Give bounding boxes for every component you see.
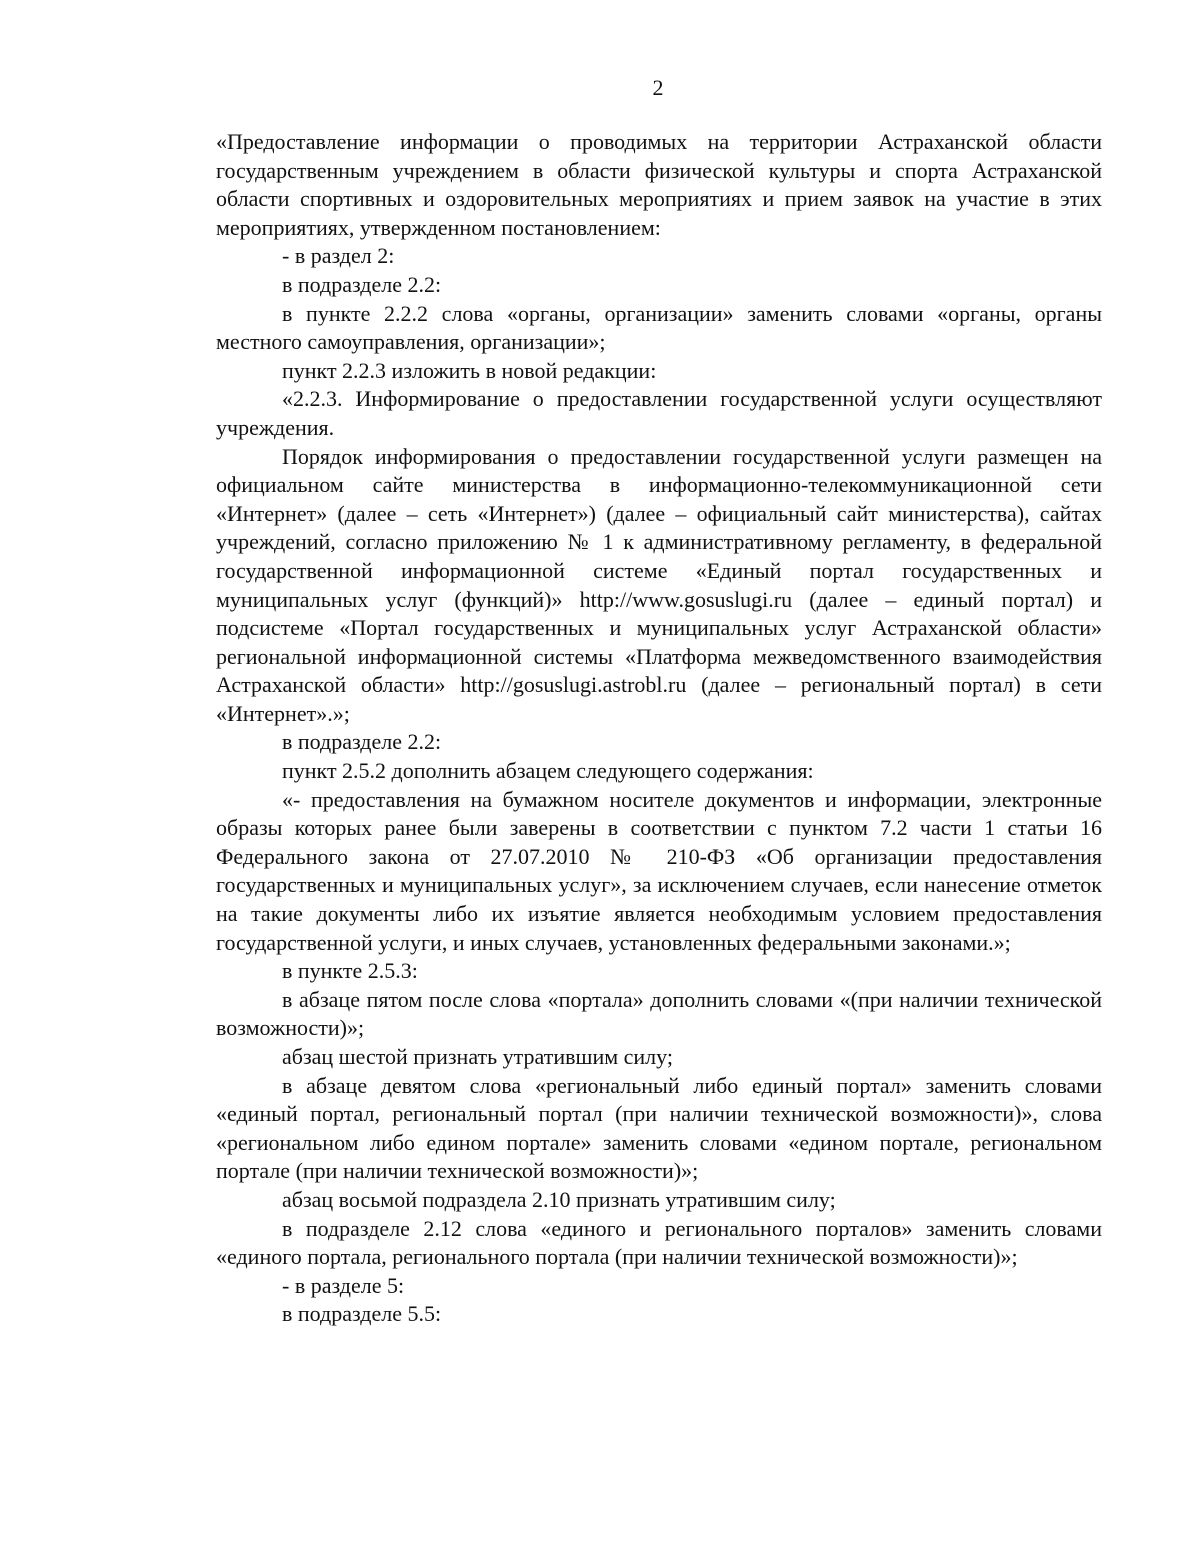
paragraph: в подразделе 2.2:	[282, 729, 442, 755]
document-body	[216, 128, 1102, 1329]
paragraph: - в раздел 2:	[282, 243, 395, 269]
paragraph: пункт 2.5.2 дополнить абзацем следующего содержания:	[282, 758, 814, 784]
paragraph: в подразделе 2.12 слова «единого и регионального порталов» заменить словами «единого портала, регионального портала (при наличии технической возможности)»;	[216, 1215, 1102, 1270]
paragraph: «- предоставления на бумажном носителе документов и информации, электронные образы которых ранее были заверены в соответствии с пунктом 7.2 части 1 статьи 16 Федерального закона от 27.07.2010 № 210-ФЗ «Об организации предоставления государственных и муниципальных услуг», за исключением случаев, если нанесение отметок на такие документы либо их изъятие является необходимым условием предоставления государственной услуги, и иных случаев, установленных федеральными законами.»;	[216, 786, 1102, 955]
paragraph: в пункте 2.2.2 слова «органы, организации» заменить словами «органы, органы местного самоуправления, организации»;	[216, 300, 1102, 355]
paragraph: в абзаце пятом после слова «портала» дополнить словами «(при наличии технической возможности)»;	[216, 986, 1102, 1041]
paragraph: в абзаце девятом слова «региональный либо единый портал» заменить словами «единый портал, региональный портал (при наличии технической возможности)», слова «региональном либо едином портале» заменить словами «едином портале, региональном портале (при наличии технической возможности)»;	[216, 1072, 1102, 1184]
paragraph: в подразделе 5.5:	[282, 1301, 442, 1327]
paragraph: в пункте 2.5.3:	[282, 958, 418, 984]
paragraph: Порядок информирования о предоставлении государственной услуги размещен на официальном сайте министерства в информационно-телекоммуникационной сети «Интернет» (далее – сеть «Интернет») (далее – официальный сайт министерства), сайтах учреждений, согласно приложению № 1 к административному регламенту, в федеральной государственной информационной системе «Единый портал государственных и муниципальных услуг (функций)» http://www.gosuslugi.ru (далее – единый портал) и подсистеме «Портал государственных и муниципальных услуг Астраханской области» региональной информационной системы «Платформа межведомственного взаимодействия Астраханской области» http://gosuslugi.astrobl.ru (далее – региональный портал) в сети «Интернет».»;	[216, 443, 1102, 726]
page-number: 2	[652, 75, 664, 100]
paragraph: пункт 2.2.3 изложить в новой редакции:	[282, 357, 657, 383]
paragraph: в подразделе 2.2:	[282, 271, 442, 297]
paragraph: - в разделе 5:	[282, 1272, 405, 1298]
paragraph: абзац восьмой подраздела 2.10 признать утратившим силу;	[282, 1186, 836, 1212]
paragraph: «2.2.3. Информирование о предоставлении государственной услуги осуществляют учреждения.	[216, 386, 1102, 440]
paragraph-intro: «Предоставление информации о проводимых на территории Астраханской области государственным учреждением в области физической культуры и спорта Астраханской области спортивных и оздоровительных мероприятиях и прием заявок на участие в этих мероприятиях, утвержденном постановлением:	[216, 129, 1102, 240]
paragraph: абзац шестой признать утратившим силу;	[282, 1044, 673, 1069]
